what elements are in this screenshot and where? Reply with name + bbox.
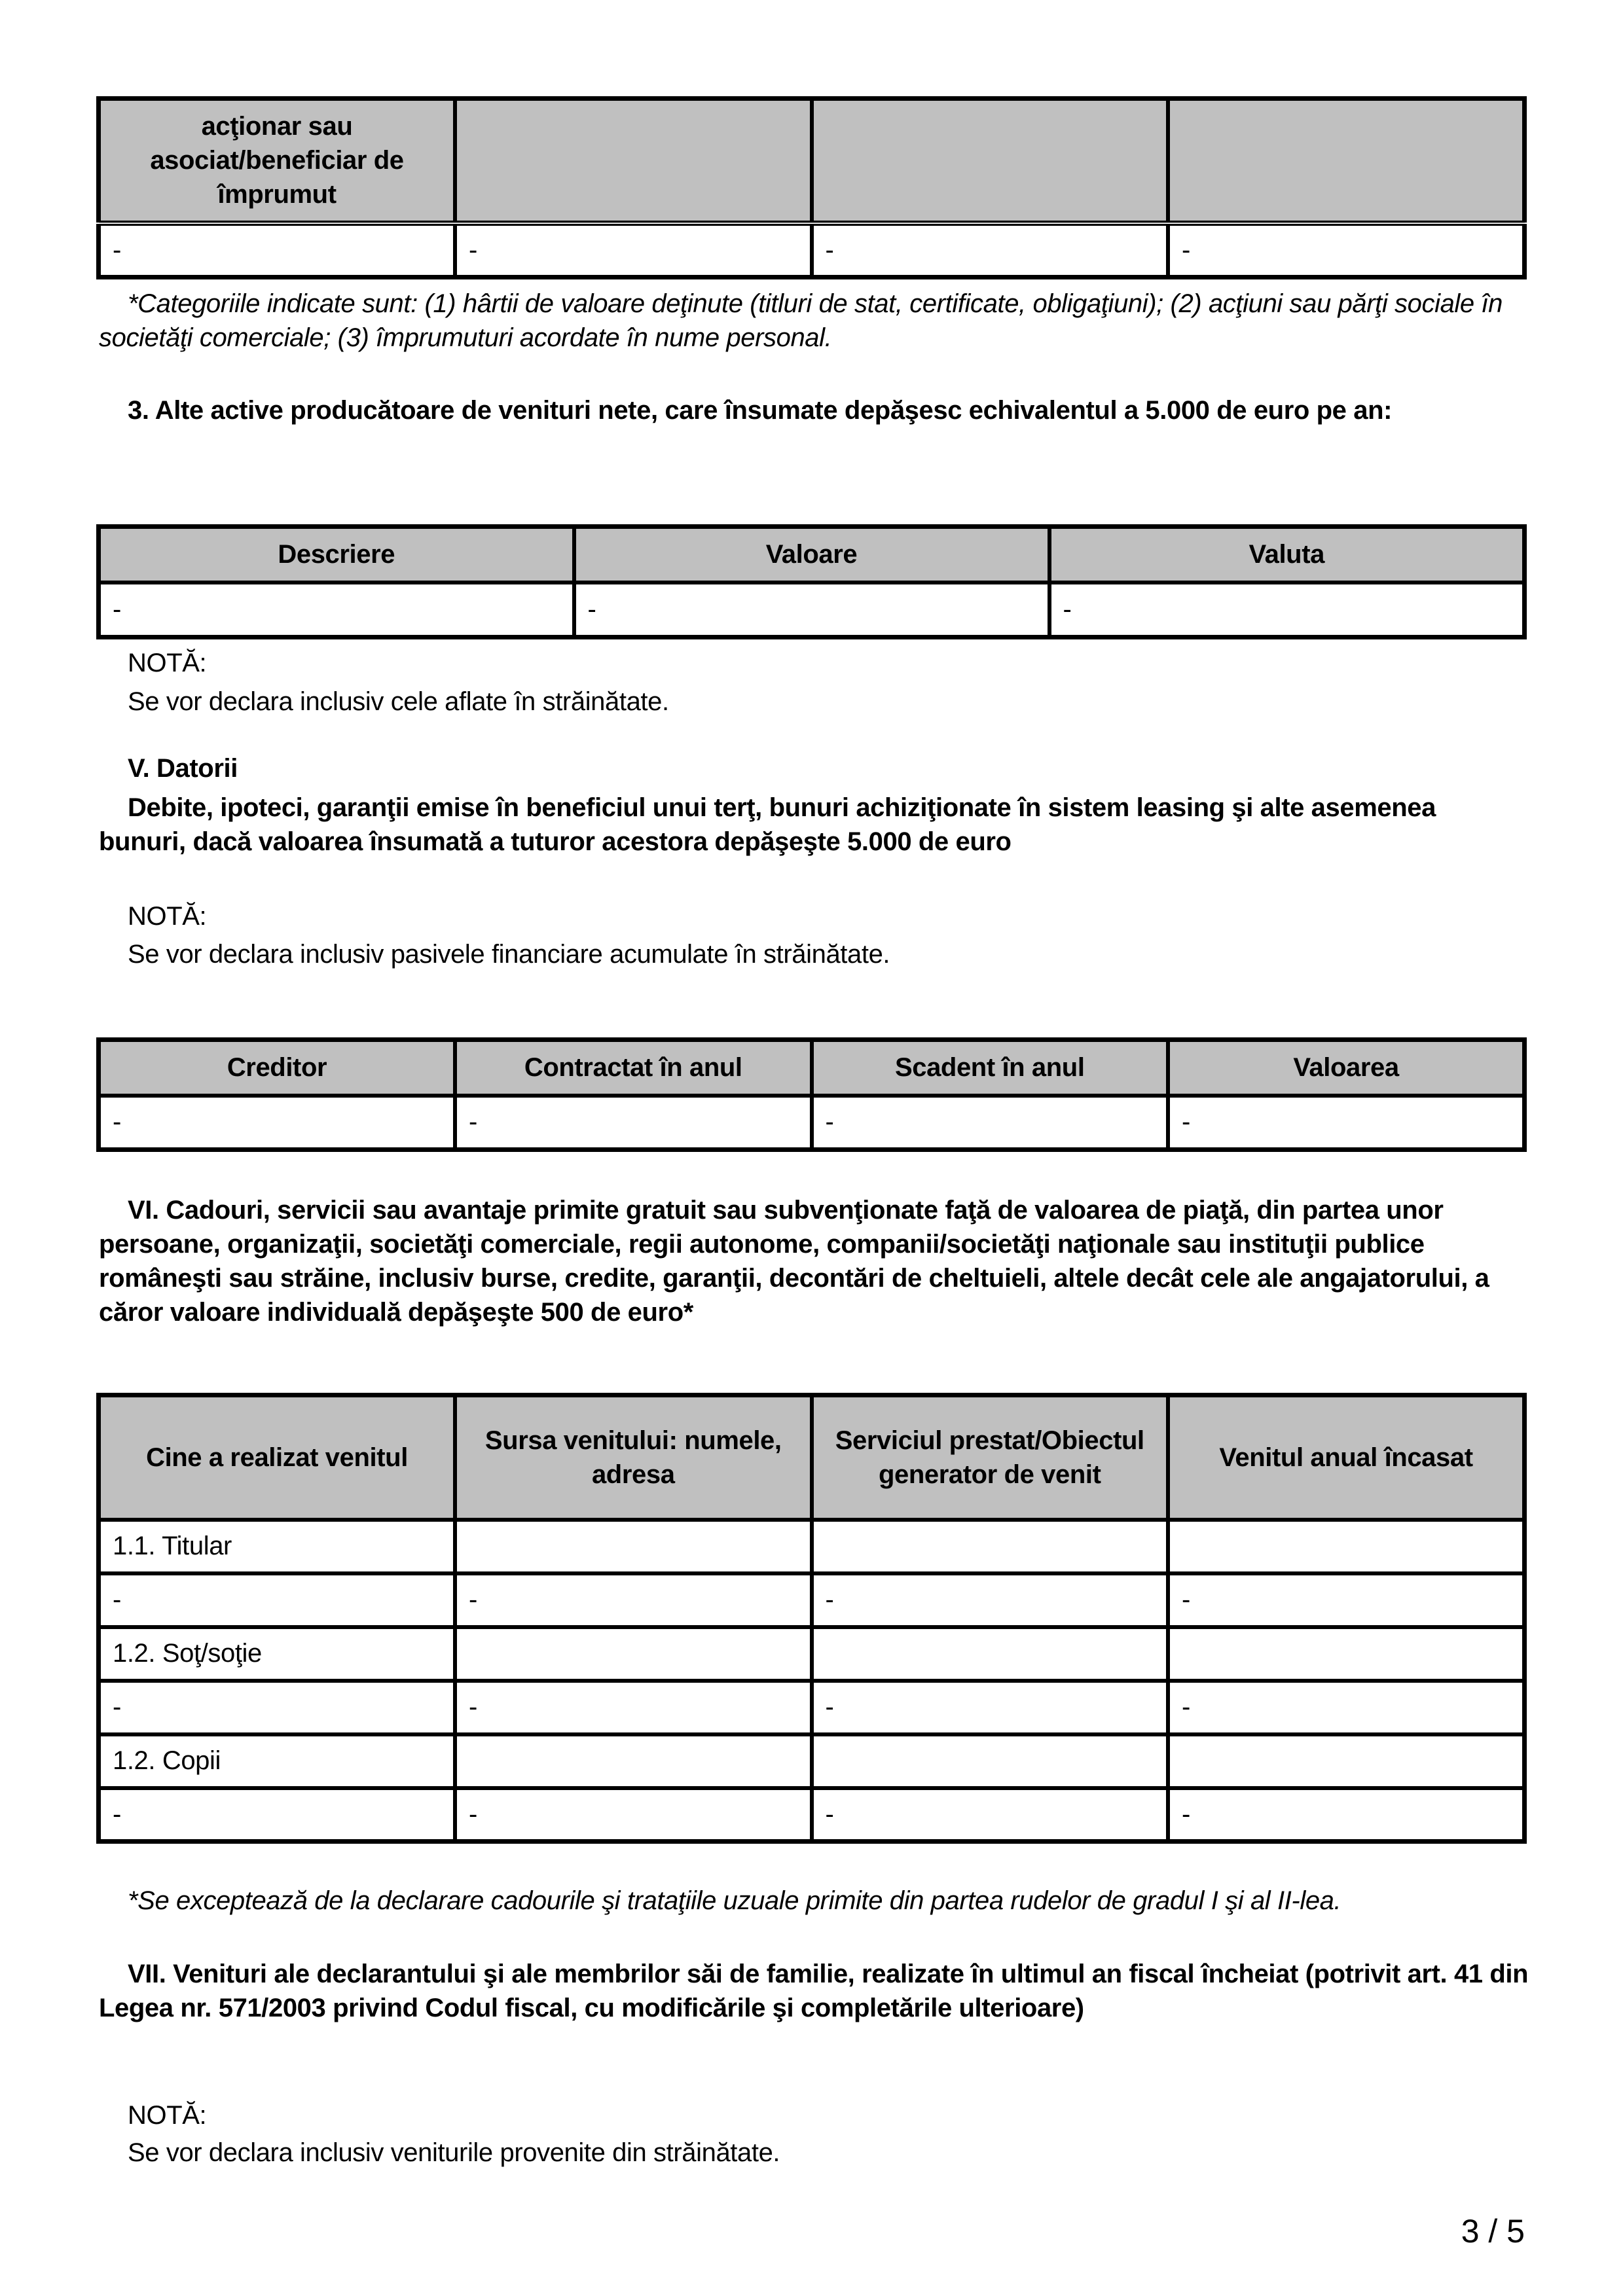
table-cell bbox=[812, 1734, 1169, 1788]
table-cell: - bbox=[99, 1788, 456, 1842]
table-cell: - bbox=[455, 1096, 812, 1150]
other-assets-heading: 3. Alte active producătoare de venituri nete, care însumate depăşesc echivalentul a 5.000 de euro pe an: bbox=[128, 396, 1393, 425]
table-header-cell bbox=[1168, 99, 1525, 223]
table-cell: - bbox=[812, 1681, 1169, 1734]
categories-footnote: *Categoriile indicate sunt: (1) hârtii de valoare deţinute (titluri de stat, certificate, obligaţiuni); (2) acţiuni sau părţi sociale în societăţi comerciale; (3) împrumuturi acordate în nume personal. bbox=[99, 289, 1503, 352]
gifts-table bbox=[96, 1393, 1527, 1844]
table-cell: - bbox=[455, 1788, 812, 1842]
table-row bbox=[99, 1734, 1525, 1788]
page-number: 3 / 5 bbox=[1461, 2213, 1525, 2250]
table-row bbox=[99, 583, 1525, 637]
table-header-cell: Descriere bbox=[99, 527, 574, 583]
note-label: NOTĂ: bbox=[128, 649, 207, 677]
table-cell: - bbox=[812, 1573, 1169, 1627]
table-cell: - bbox=[99, 1573, 456, 1627]
table-row bbox=[99, 1573, 1525, 1627]
table-row bbox=[99, 1627, 1525, 1681]
note-text: Se vor declara inclusiv veniturile provenite din străinătate. bbox=[128, 2138, 780, 2167]
gifts-heading: VI. Cadouri, servicii sau avantaje primite gratuit sau subvenţionate faţă de valoarea de piaţă, din partea unor persoane, organizaţii, societăţi comerciale, regii autonome, companii/societăţi naţionale sau instituţii publice româneşti sau străine, inclusiv burse, credite, garanţii, decontări de cheltuieli, altele decât cele ale angajatorului, a căror valoare individuală depăşeşte 500 de euro* bbox=[99, 1196, 1489, 1327]
table-cell: - bbox=[812, 223, 1169, 278]
table-cell bbox=[455, 1627, 812, 1681]
other-assets-table bbox=[96, 524, 1527, 639]
table-row bbox=[99, 1096, 1525, 1150]
table-cell: - bbox=[99, 583, 574, 637]
debts-table bbox=[96, 1037, 1527, 1152]
table-header-cell: Sursa venitului: numele, adresa bbox=[455, 1395, 812, 1520]
table-row bbox=[99, 223, 1525, 278]
debts-subheading: Debite, ipoteci, garanţii emise în beneficiul unui terţ, bunuri achiziţionate în sistem leasing şi alte asemenea bunuri, dacă valoarea însumată a tuturor acestora depăşeşte 5.000 de euro bbox=[99, 793, 1436, 856]
table-header-cell: Valoare bbox=[574, 527, 1049, 583]
table-cell bbox=[455, 1734, 812, 1788]
debts-heading: V. Datorii bbox=[128, 754, 238, 783]
note-label: NOTĂ: bbox=[128, 902, 207, 931]
table-header-cell bbox=[455, 99, 812, 223]
table-cell: - bbox=[574, 583, 1049, 637]
table-cell: - bbox=[455, 1573, 812, 1627]
table-cell: - bbox=[1168, 1788, 1525, 1842]
table-header-cell: acţionar sau asociat/beneficiar de împrumut bbox=[99, 99, 456, 223]
table-cell: - bbox=[1168, 1573, 1525, 1627]
table-row bbox=[99, 1681, 1525, 1734]
table-header-cell: Contractat în anul bbox=[455, 1040, 812, 1096]
table-cell: - bbox=[812, 1096, 1169, 1150]
table-cell bbox=[1168, 1520, 1525, 1573]
table-header-cell: Scadent în anul bbox=[812, 1040, 1169, 1096]
investments-table bbox=[96, 96, 1527, 279]
gifts-footnote: *Se exceptează de la declarare cadourile şi trataţiile uzuale primite din partea rudelor de gradul I şi al II-lea. bbox=[128, 1886, 1341, 1915]
note-label: NOTĂ: bbox=[128, 2101, 207, 2130]
table-cell: - bbox=[99, 1096, 456, 1150]
note-text: Se vor declara inclusiv pasivele financiare acumulate în străinătate. bbox=[128, 940, 890, 969]
note-text: Se vor declara inclusiv cele aflate în străinătate. bbox=[128, 687, 669, 716]
table-row bbox=[99, 1788, 1525, 1842]
table-cell: - bbox=[1168, 1096, 1525, 1150]
table-cell bbox=[455, 1520, 812, 1573]
table-cell: 1.1. Titular bbox=[99, 1520, 456, 1573]
table-cell: - bbox=[99, 1681, 456, 1734]
table-cell: - bbox=[1168, 223, 1525, 278]
table-cell bbox=[812, 1627, 1169, 1681]
table-header-cell bbox=[812, 99, 1169, 223]
table-cell bbox=[1168, 1627, 1525, 1681]
table-header-cell: Venitul anual încasat bbox=[1168, 1395, 1525, 1520]
table-cell: - bbox=[1049, 583, 1525, 637]
table-row bbox=[99, 1520, 1525, 1573]
table-header-cell: Creditor bbox=[99, 1040, 456, 1096]
table-cell: 1.2. Soţ/soţie bbox=[99, 1627, 456, 1681]
table-cell: 1.2. Copii bbox=[99, 1734, 456, 1788]
table-header-cell: Valuta bbox=[1049, 527, 1525, 583]
table-cell bbox=[812, 1520, 1169, 1573]
table-header-cell: Serviciul prestat/Obiectul generator de venit bbox=[812, 1395, 1169, 1520]
table-cell: - bbox=[455, 223, 812, 278]
table-cell: - bbox=[812, 1788, 1169, 1842]
table-header-cell: Valoarea bbox=[1168, 1040, 1525, 1096]
table-cell: - bbox=[99, 223, 456, 278]
income-heading: VII. Venituri ale declarantului şi ale membrilor săi de familie, realizate în ultimul an fiscal încheiat (potrivit art. 41 din Legea nr. 571/2003 privind Codul fiscal, cu modificările şi completările ulterioare) bbox=[99, 1960, 1529, 2022]
table-cell: - bbox=[455, 1681, 812, 1734]
table-cell bbox=[1168, 1734, 1525, 1788]
table-header-cell: Cine a realizat venitul bbox=[99, 1395, 456, 1520]
table-cell: - bbox=[1168, 1681, 1525, 1734]
